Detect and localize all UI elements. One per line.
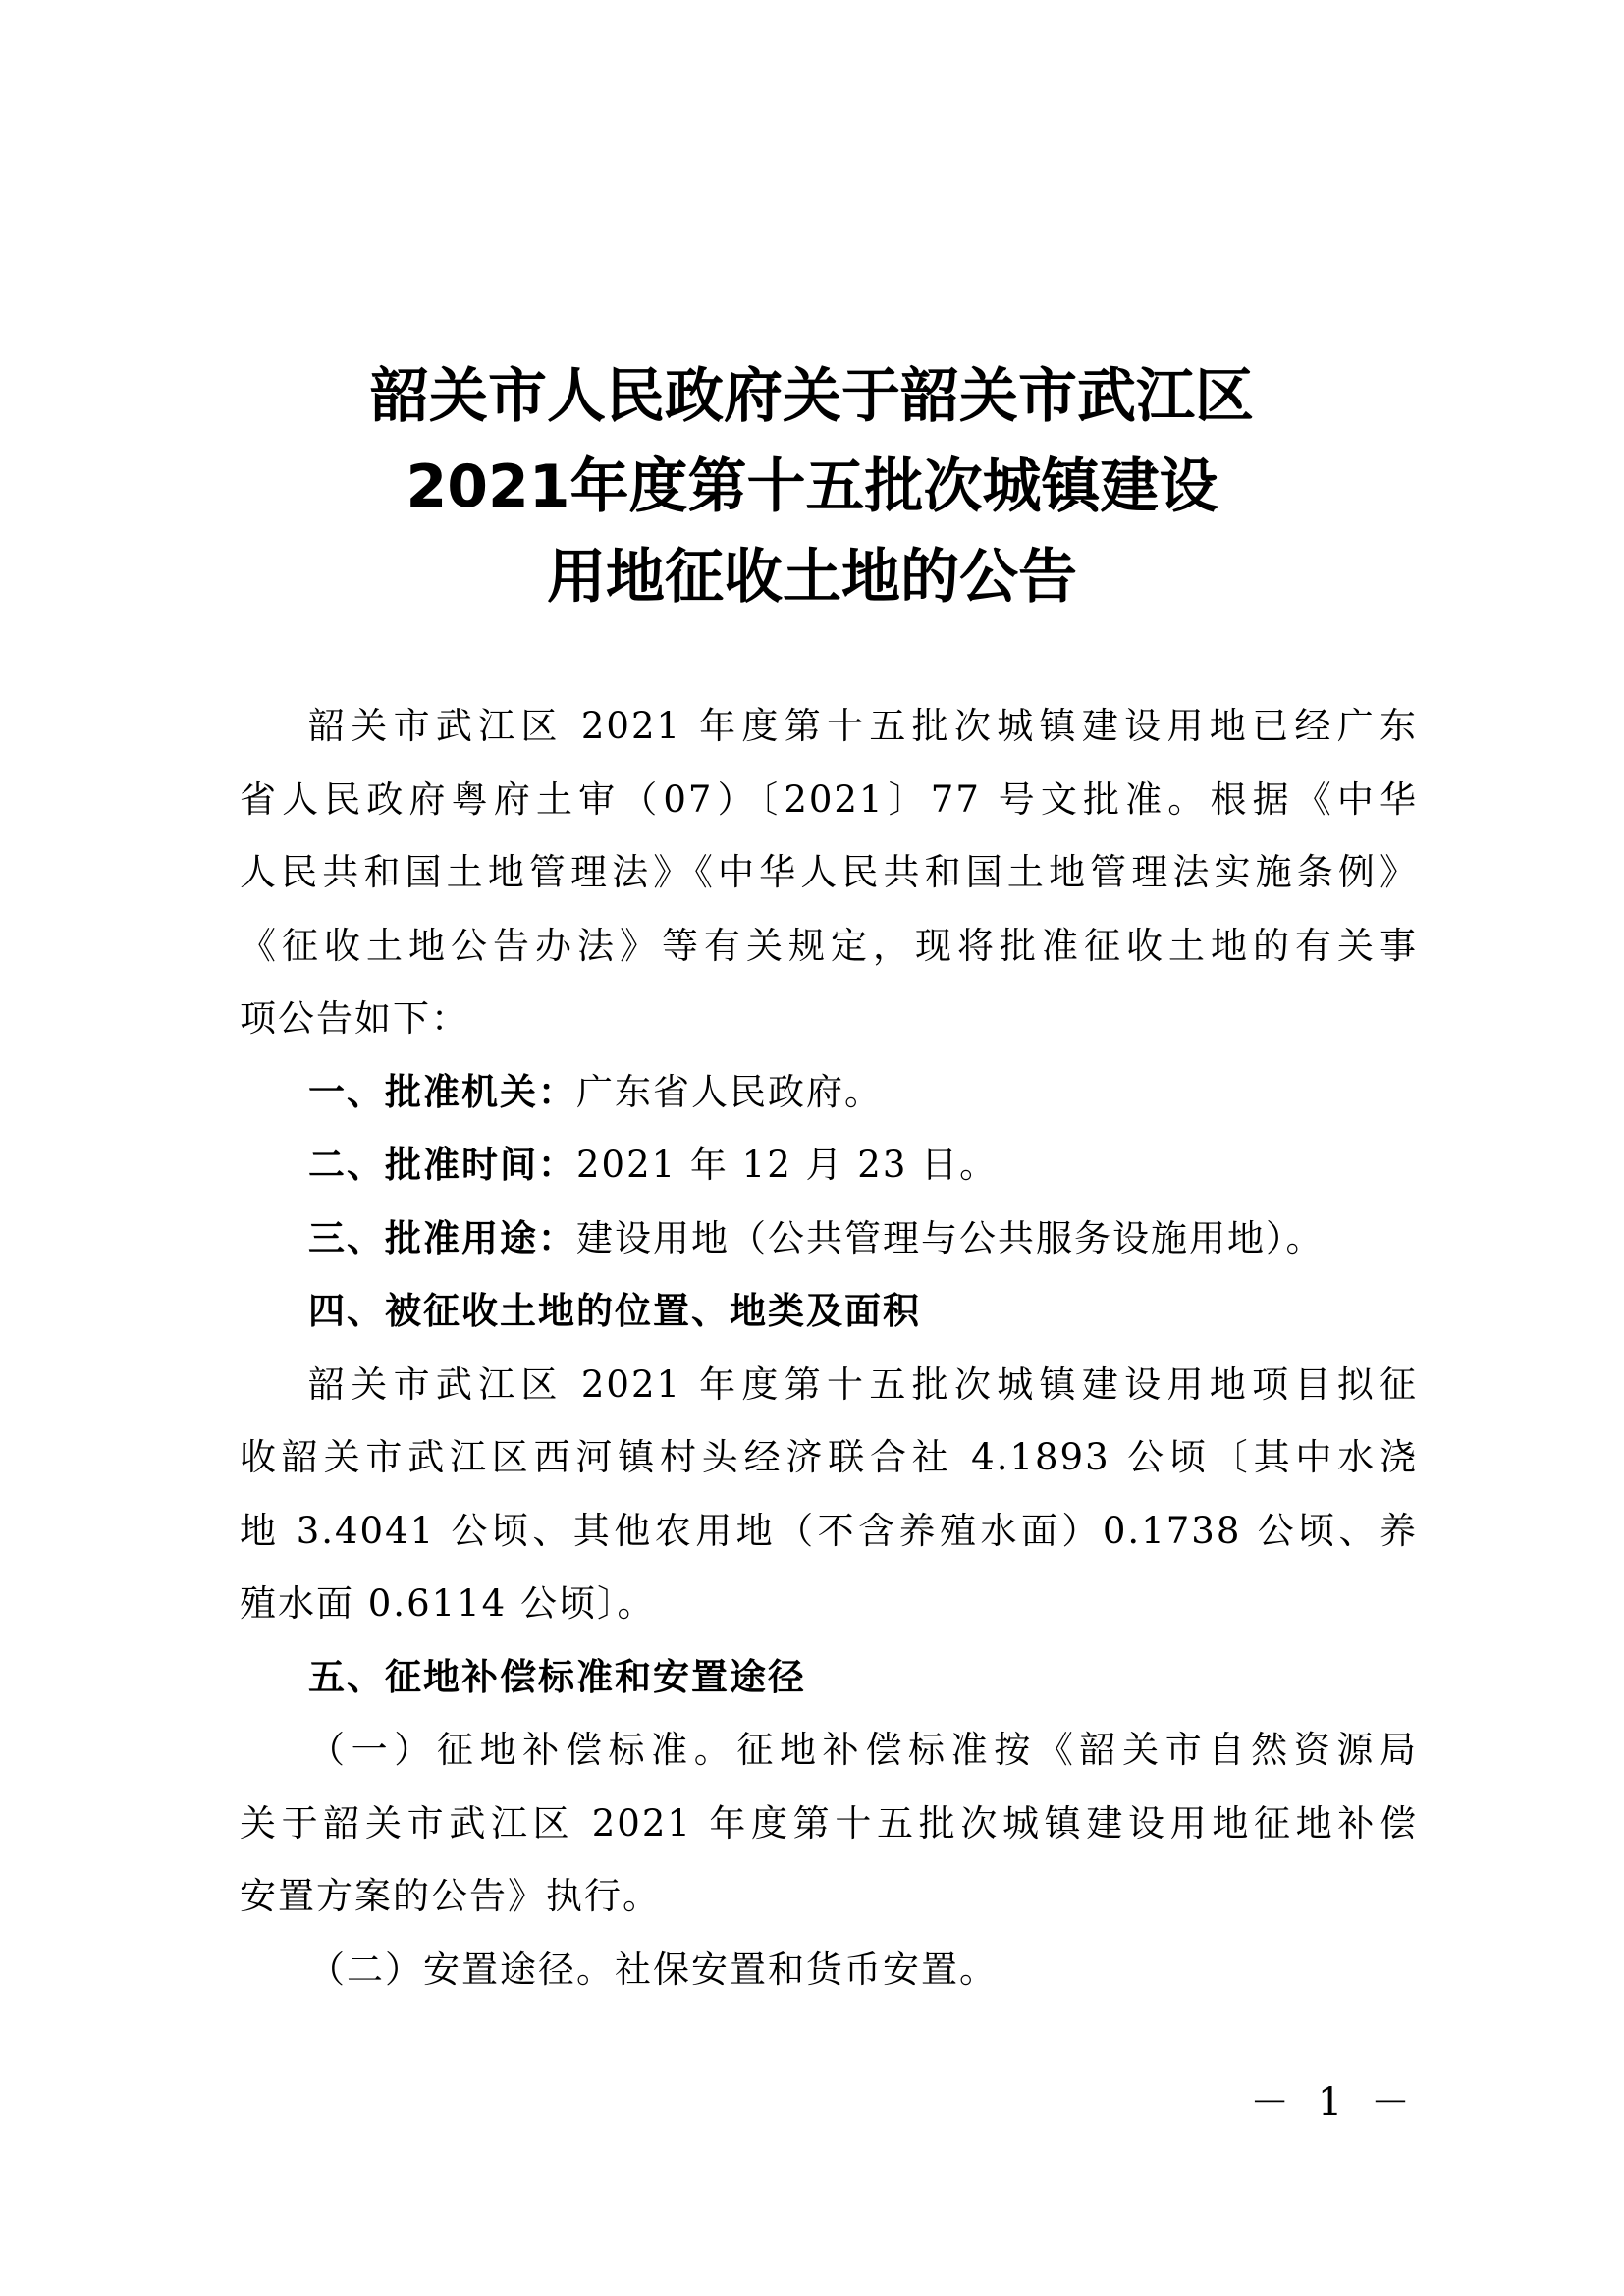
approval-date-label: 二、批准时间： bbox=[308, 1144, 576, 1186]
document-title bbox=[0, 351, 1624, 622]
section-4-line-3: 地 3.4041 公顷、其他农用地（不含养殖水面）0.1738 公顷、养 bbox=[240, 1509, 1418, 1552]
approval-authority-label: 一、批准机关： bbox=[308, 1070, 576, 1113]
title-line-3: 用地征收土地的公告 bbox=[547, 543, 1077, 612]
section-5-sub1-line-2: 关于韶关市武江区 2021 年度第十五批次城镇建设用地征地补偿 bbox=[240, 1801, 1418, 1844]
section-5-heading: 五、征地补偿标准和安置途径 bbox=[308, 1655, 806, 1698]
section-4-line-4: 殖水面 0.6114 公顷〕。 bbox=[240, 1582, 656, 1625]
intro-line-4: 《征收土地公告办法》等有关规定，现将批准征收土地的有关事 bbox=[240, 924, 1418, 967]
intro-line-1: 韶关市武江区 2021 年度第十五批次城镇建设用地已经广东 bbox=[308, 705, 1418, 747]
approval-authority-value: 广东省人民政府。 bbox=[576, 1070, 883, 1113]
page-number: － 1 － bbox=[1250, 2080, 1418, 2125]
intro-line-3: 人民共和国土地管理法》《中华人民共和国土地管理法实施条例》 bbox=[240, 851, 1418, 893]
section-5-sub1-line-1: （一）征地补偿标准。征地补偿标准按《韶关市自然资源局 bbox=[308, 1729, 1418, 1771]
title-line-1: 韶关市人民政府关于韶关市武江区 bbox=[370, 362, 1254, 431]
section-4-line-1: 韶关市武江区 2021 年度第十五批次城镇建设用地项目拟征 bbox=[308, 1362, 1418, 1406]
section-5-sub2-line: （二）安置途径。社保安置和货币安置。 bbox=[308, 1948, 998, 1991]
section-4-heading: 四、被征收土地的位置、地类及面积 bbox=[308, 1290, 921, 1332]
intro-line-2: 省人民政府粤府土审（07）〔2021〕77 号文批准。根据《中华 bbox=[240, 777, 1418, 821]
document-body bbox=[240, 690, 1418, 2006]
section-4-line-2: 收韶关市武江区西河镇村头经济联合社 4.1893 公顷〔其中水浇 bbox=[240, 1436, 1418, 1478]
approval-purpose bbox=[240, 1202, 1418, 1276]
intro-line-5: 项公告如下： bbox=[240, 997, 469, 1040]
approval-date bbox=[240, 1129, 1418, 1202]
approval-purpose-label: 三、批准用途： bbox=[308, 1216, 576, 1259]
approval-date-value: 2021 年 12 月 23 日。 bbox=[576, 1144, 999, 1186]
title-line-2: 2021年度第十五批次城镇建设 bbox=[406, 453, 1218, 521]
section-5-sub1-line-3: 安置方案的公告》执行。 bbox=[240, 1875, 661, 1917]
approval-purpose-value: 建设用地（公共管理与公共服务设施用地）。 bbox=[576, 1216, 1325, 1259]
approval-authority bbox=[240, 1056, 1418, 1130]
